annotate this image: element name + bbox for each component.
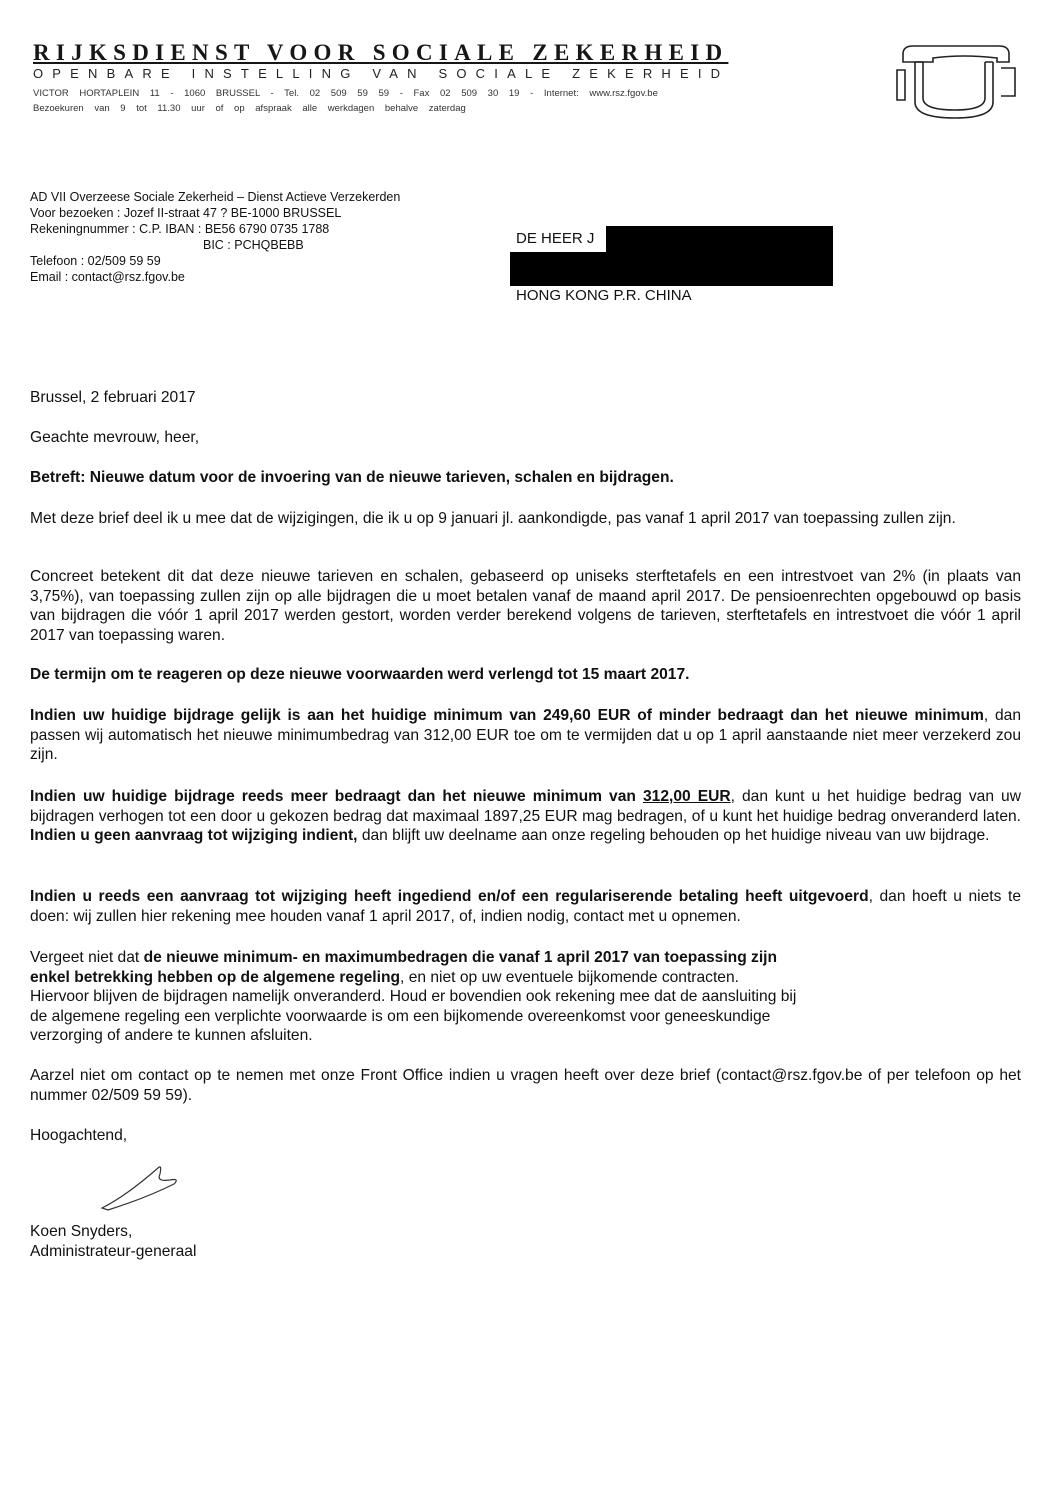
letter-closing: Hoogachtend, (30, 1127, 128, 1144)
sender-visit-address: Voor bezoeken : Jozef II-straat 47 ? BE-1000 BRUSSEL (30, 206, 342, 220)
sender-block (30, 189, 400, 285)
p4-bold: Indien uw huidige bijdrage gelijk is aan het huidige minimum van 249,60 EUR of minder bedraagt dan het nieuwe minimum (30, 707, 984, 724)
p7-line4: de algemene regeling een verplichte voorwaarde is om een bijkomende overeenkomst voor geneeskundige (30, 1007, 771, 1025)
letter-subject: Betreft: Nieuwe datum voor de invoering van de nieuwe tarieven, schalen en bijdragen. (30, 469, 674, 486)
paragraph-6 (30, 887, 1021, 926)
p5-bold-2: Indien u geen aanvraag tot wijziging indient, (30, 827, 358, 845)
recipient-line3: HONG KONG P.R. CHINA (516, 287, 692, 304)
p6-bold: Indien u reeds een aanvraag tot wijziging heeft ingediend en/of een regulariserende betaling heeft uitgevoerd (30, 888, 869, 905)
signature-icon (96, 1160, 186, 1216)
letter-salutation: Geachte mevrouw, heer, (30, 429, 200, 446)
letterhead-address: VICTOR HORTAPLEIN 11 - 1060 BRUSSEL - Tel. 02 509 59 59 - Fax 02 509 30 19 - Internet: www.rsz.fgov.be (33, 88, 658, 99)
paragraph-2: Concreet betekent dit dat deze nieuwe tarieven en schalen, gebaseerd op uniseks sterftetafels en een intrestvoet van 2% (in plaats van 3,75%), van toepassing zullen zijn op alle bijdragen die u moet betalen vanaf de maand april 2017. De pensioenrechten opgebouwd op basis van bijdragen die vóór 1 april 2017 werden gestort, worden verder berekend volgens de tarieven, sterftetafels en intrestvoet die vóór 1 april 2017 van toepassing waren. (30, 568, 1021, 644)
paragraph-4 (30, 706, 1021, 765)
redaction-name (606, 226, 833, 252)
paragraph-5 (30, 787, 1021, 846)
org-name: RIJKSDIENST VOOR SOCIALE ZEKERHEID (33, 40, 729, 65)
paragraph-1: Met deze brief deel ik u mee dat de wijzigingen, die ik u op 9 januari jl. aankondigde, pas vanaf 1 april 2017 van toepassing zullen zijn. (30, 510, 956, 527)
p5-text-2: dan blijft uw deelname aan onze regeling behouden op het huidige niveau van uw bijdrage. (357, 827, 990, 845)
p4-rest: , dan passen wij automatisch het nieuwe minimumbedrag van 312,00 EUR toe om te vermijden dat u op 1 april aanstaande niet meer verzekerd zou zijn. (30, 707, 1021, 764)
paragraph-3: De termijn om te reageren op deze nieuwe voorwaarden werd verlengd tot 15 maart 2017. (30, 666, 690, 683)
org-subtitle: OPENBARE INSTELLING VAN SOCIALE ZEKERHEID (33, 66, 730, 81)
paragraph-7 (30, 948, 1021, 1046)
recipient-address (512, 226, 834, 304)
p7-line1-text: Vergeet niet dat (30, 949, 144, 966)
rsz-logo-icon (893, 40, 1019, 126)
signer-title: Administrateur-generaal (30, 1243, 197, 1260)
sender-bic: BIC : PCHQBEBB (203, 238, 304, 252)
p7-line2-bold: enkel betrekking hebben op de algemene regeling (30, 968, 401, 986)
sender-account: Rekeningnummer : C.P. IBAN : BE56 6790 0735 1788 (30, 222, 330, 236)
p5-text-1: , dan kunt u het huidige bedrag van uw bijdragen verhogen tot een door u gekozen bedrag dat maximaal 1897,25 EUR mag bedragen, of u kunt het huidige bedrag onveranderd laten. (30, 788, 1021, 825)
letterhead-hours: Bezoekuren van 9 tot 11.30 uur of op afspraak alle werkdagen behalve zaterdag (33, 103, 466, 114)
signer-name: Koen Snyders, (30, 1223, 133, 1240)
p7-line1-bold: de nieuwe minimum- en maximumbedragen die vanaf 1 april 2017 van toepassing zijn (143, 949, 778, 966)
p7-line5: verzorging of andere te kunnen afsluiten. (30, 1027, 313, 1045)
letter-date: Brussel, 2 februari 2017 (30, 389, 196, 406)
sender-department: AD VII Overzeese Sociale Zekerheid – Dienst Actieve Verzekerden (30, 190, 401, 204)
recipient-line1: DE HEER J (516, 230, 595, 247)
redaction-address (510, 252, 833, 286)
p6-rest: , dan hoeft u niets te doen: wij zullen hier rekening mee houden vanaf 1 april 2017, of, indien nodig, contact met u opnemen. (30, 888, 1021, 925)
p7-line3: Hiervoor blijven de bijdragen namelijk onveranderd. Houd er bovendien ook rekening mee dat de aansluiting bij (30, 988, 797, 1006)
p7-line2-text: , en niet op uw eventuele bijkomende contracten. (400, 968, 739, 986)
p5-bold-1: Indien uw huidige bijdrage reeds meer bedraagt dan het nieuwe minimum van (30, 788, 643, 805)
sender-phone: Telefoon : 02/509 59 59 (30, 254, 161, 268)
sender-email: Email : contact@rsz.fgov.be (30, 270, 185, 284)
paragraph-8: Aarzel niet om contact op te nemen met onze Front Office indien u vragen heeft over deze brief (contact@rsz.fgov.be of per telefoon op het nummer 02/509 59 59). (30, 1067, 1021, 1104)
p5-amount: 312,00 EUR (642, 788, 731, 805)
